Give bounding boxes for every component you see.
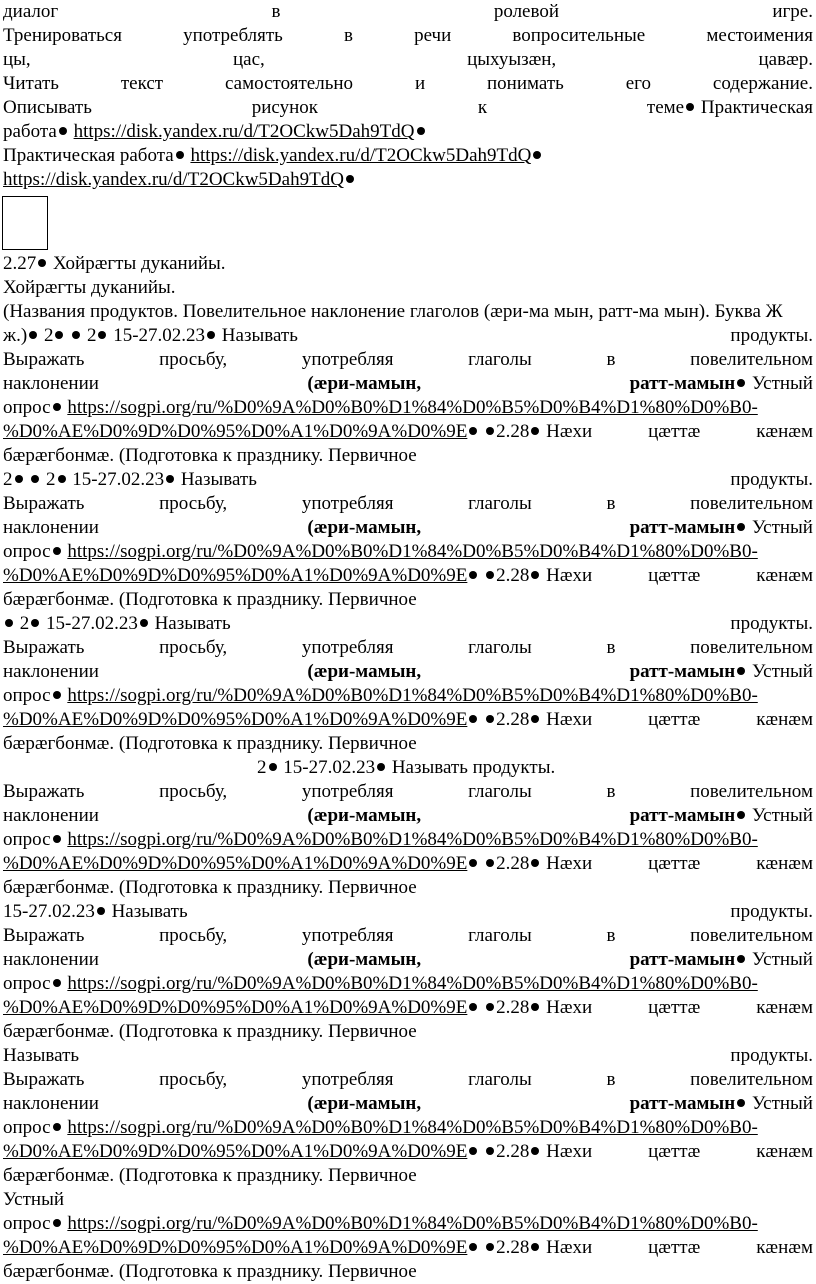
- survey-line: опрос https://sogpi.org/ru/%D0%9A%D0%B0%D1%84%D0%B5%D0%B4%D1%80%D0%B0-: [3, 973, 758, 994]
- bullet-icon: [531, 859, 539, 867]
- intro-word: цавæр.: [758, 49, 813, 70]
- intro-word: его: [625, 73, 651, 94]
- lesson-line: 2 2 15-27.02.23 Называть продукты.: [3, 469, 813, 490]
- lesson-line: [3, 1068, 813, 1092]
- bullet-icon: [686, 103, 694, 111]
- express-word: в: [606, 1069, 616, 1090]
- bullet-icon: [531, 715, 539, 723]
- bullet-icon: [737, 379, 745, 387]
- bullet-icon: [469, 859, 477, 867]
- lesson-line: Устный: [3, 1189, 65, 1210]
- lesson-line: наклонении (æри-мамын, ратт-мамын Устный: [3, 517, 813, 538]
- express-word: в: [606, 781, 616, 802]
- intro-word: вопросительные: [512, 25, 646, 46]
- express-word: употребляя: [301, 637, 394, 658]
- bullet-icon: [486, 1003, 494, 1011]
- bullet-icon: [207, 331, 215, 339]
- express-word: просьбу,: [159, 781, 228, 802]
- intro-word: к: [477, 97, 488, 118]
- bullet-icon: [377, 763, 385, 771]
- express-word: употребляя: [301, 1069, 394, 1090]
- practical-line: работа https://disk.yandex.ru/d/T2OCkw5Dah9TdQ: [3, 120, 813, 144]
- bullet-icon: [166, 475, 174, 483]
- bullet-icon: [531, 1147, 539, 1155]
- next-topic-line: %D0%AE%D0%9D%D0%95%D0%A1%D0%9A%D0%9E 2.28 Нæхи цæттæ кæнæм: [3, 853, 813, 874]
- intro-word: ролевой: [493, 1, 560, 22]
- intro-line: Описывать рисунок к теме Практическая: [3, 97, 813, 118]
- next-topic-line: %D0%AE%D0%9D%D0%95%D0%A1%D0%9A%D0%9E 2.28 Нæхи цæттæ кæнæм: [3, 565, 813, 586]
- express-word: повелительном: [690, 349, 813, 370]
- lesson-line: [3, 636, 813, 660]
- bullet-icon: [53, 1123, 61, 1131]
- next-topic-line: %D0%AE%D0%9D%D0%95%D0%A1%D0%9A%D0%9E 2.28 Нæхи цæттæ кæнæм: [3, 997, 813, 1018]
- next-topic-line: %D0%AE%D0%9D%D0%95%D0%A1%D0%9A%D0%9E 2.28 Нæхи цæттæ кæнæм: [3, 709, 813, 730]
- bullet-icon: [53, 403, 61, 411]
- express-word: повелительном: [690, 637, 813, 658]
- disk-link[interactable]: https://disk.yandex.ru/d/T2OCkw5Dah9TdQ: [3, 169, 344, 190]
- intro-word: Тренироваться: [3, 25, 122, 46]
- bullet-icon: [31, 619, 39, 627]
- topic-title: 2.27 Хойрæгты дуканийы.: [3, 253, 226, 274]
- sogpi-link[interactable]: %D0%AE%D0%9D%D0%95%D0%A1%D0%9A%D0%9E: [3, 997, 468, 1018]
- next-topic-line: %D0%AE%D0%9D%D0%95%D0%A1%D0%9A%D0%9E 2.28 Нæхи цæттæ кæнæм: [3, 421, 813, 442]
- lesson-line: ж.) 2 2 15-27.02.23 Называть продукты.: [3, 325, 813, 346]
- lesson-line: [3, 780, 813, 804]
- intro-word: цыхуызæн,: [467, 49, 557, 70]
- sogpi-link[interactable]: https://sogpi.org/ru/%D0%9A%D0%B0%D1%84%D0%B5%D0%B4%D1%80%D0%B0-: [67, 1117, 758, 1138]
- bullet-icon: [53, 547, 61, 555]
- next-topic-line: бæрæгбонмæ. (Подготовка к празднику. Первичное: [3, 1021, 417, 1042]
- survey-line: опрос https://sogpi.org/ru/%D0%9A%D0%B0%D1%84%D0%B5%D0%B4%D1%80%D0%B0-: [3, 685, 758, 706]
- sogpi-link[interactable]: %D0%AE%D0%9D%D0%95%D0%A1%D0%9A%D0%9E: [3, 1141, 468, 1162]
- next-topic-line: бæрæгбонмæ. (Подготовка к празднику. Первичное: [3, 877, 417, 898]
- bullet-icon: [98, 331, 106, 339]
- bullet-icon: [53, 691, 61, 699]
- sogpi-link[interactable]: https://sogpi.org/ru/%D0%9A%D0%B0%D1%84%D0%B5%D0%B4%D1%80%D0%B0-: [67, 541, 758, 562]
- express-word: глаголы: [468, 637, 532, 658]
- bullet-icon: [486, 715, 494, 723]
- express-word: повелительном: [690, 925, 813, 946]
- bullet-icon: [469, 427, 477, 435]
- next-topic-line: бæрæгбонмæ. (Подготовка к празднику. Первичное: [3, 589, 417, 610]
- bullet-icon: [59, 127, 67, 135]
- bullet-icon: [737, 667, 745, 675]
- express-word: Выражать: [3, 637, 85, 658]
- intro-word: понимать: [487, 73, 564, 94]
- survey-line: опрос https://sogpi.org/ru/%D0%9A%D0%B0%D1%84%D0%B5%D0%B4%D1%80%D0%B0-: [3, 1117, 758, 1138]
- sogpi-link[interactable]: https://sogpi.org/ru/%D0%9A%D0%B0%D1%84%D0%B5%D0%B4%D1%80%D0%B0-: [67, 973, 758, 994]
- intro-word: самостоятельно: [225, 73, 354, 94]
- bullet-icon: [737, 1099, 745, 1107]
- lesson-line: наклонении (æри-мамын, ратт-мамын Устный: [3, 661, 813, 682]
- express-word: просьбу,: [159, 493, 228, 514]
- intro-word: рисунок: [251, 97, 318, 118]
- express-word: повелительном: [690, 1069, 813, 1090]
- sogpi-link[interactable]: %D0%AE%D0%9D%D0%95%D0%A1%D0%9A%D0%9E: [3, 709, 468, 730]
- intro-word: в: [271, 1, 281, 22]
- survey-line: опрос https://sogpi.org/ru/%D0%9A%D0%B0%D1%84%D0%B5%D0%B4%D1%80%D0%B0-: [3, 397, 758, 418]
- express-word: в: [606, 637, 616, 658]
- express-word: употребляя: [301, 493, 394, 514]
- bullet-icon: [346, 175, 354, 183]
- express-word: глаголы: [468, 925, 532, 946]
- lesson-line: 2 15-27.02.23 Называть продукты.: [3, 612, 813, 636]
- intro-word: диалог: [3, 1, 59, 22]
- bullet-icon: [53, 1219, 61, 1227]
- bullet-icon: [737, 811, 745, 819]
- practical-line: [3, 168, 813, 192]
- disk-link[interactable]: https://disk.yandex.ru/d/T2OCkw5Dah9TdQ: [73, 121, 415, 142]
- next-topic-line: %D0%AE%D0%9D%D0%95%D0%A1%D0%9A%D0%9E 2.28 Нæхи цæттæ кæнæм: [3, 1141, 813, 1162]
- intro-word: Описывать: [3, 97, 92, 118]
- sogpi-link[interactable]: %D0%AE%D0%9D%D0%95%D0%A1%D0%9A%D0%9E: [3, 1237, 468, 1258]
- bullet-icon: [531, 571, 539, 579]
- lesson-line: Называть продукты.: [3, 1045, 813, 1066]
- intro-word: и: [414, 73, 426, 94]
- next-topic-line: %D0%AE%D0%9D%D0%95%D0%A1%D0%9A%D0%9E 2.28 Нæхи цæттæ кæнæм: [3, 1237, 813, 1258]
- bullet-icon: [140, 619, 148, 627]
- intro-word: текст: [120, 73, 164, 94]
- intro-word: игре.: [772, 1, 813, 22]
- next-topic-line: бæрæгбонмæ. (Подготовка к празднику. Первичное: [3, 445, 417, 466]
- bullet-icon: [486, 427, 494, 435]
- bullet-icon: [97, 907, 105, 915]
- bullet-icon: [55, 331, 63, 339]
- bullet-icon: [5, 619, 13, 627]
- express-word: употребляя: [301, 781, 394, 802]
- bullet-icon: [469, 1147, 477, 1155]
- disk-link[interactable]: https://disk.yandex.ru/d/T2OCkw5Dah9TdQ: [190, 145, 532, 166]
- express-word: глаголы: [468, 349, 532, 370]
- next-topic-line: бæрæгбонмæ. (Подготовка к празднику. Первичное: [3, 1165, 417, 1186]
- bullet-icon: [737, 955, 745, 963]
- sogpi-link[interactable]: https://sogpi.org/ru/%D0%9A%D0%B0%D1%84%D0%B5%D0%B4%D1%80%D0%B0-: [67, 685, 758, 706]
- express-word: повелительном: [690, 493, 813, 514]
- express-word: глаголы: [468, 781, 532, 802]
- express-word: повелительном: [690, 781, 813, 802]
- sogpi-link[interactable]: https://sogpi.org/ru/%D0%9A%D0%B0%D1%84%D0%B5%D0%B4%D1%80%D0%B0-: [67, 1213, 758, 1234]
- express-word: Выражать: [3, 1069, 85, 1090]
- bullet-icon: [15, 475, 23, 483]
- intro-word: в: [343, 25, 353, 46]
- survey-line: опрос https://sogpi.org/ru/%D0%9A%D0%B0%D1%84%D0%B5%D0%B4%D1%80%D0%B0-: [3, 829, 758, 850]
- sogpi-link[interactable]: %D0%AE%D0%9D%D0%95%D0%A1%D0%9A%D0%9E: [3, 565, 468, 586]
- bullet-icon: [469, 1243, 477, 1251]
- intro-line: [3, 72, 813, 96]
- intro-line: [3, 48, 813, 72]
- bullet-icon: [53, 979, 61, 987]
- sogpi-link[interactable]: https://sogpi.org/ru/%D0%9A%D0%B0%D1%84%D0%B5%D0%B4%D1%80%D0%B0-: [67, 829, 758, 850]
- bullet-icon: [486, 1147, 494, 1155]
- intro-word: цас,: [233, 49, 265, 70]
- bullet-icon: [176, 151, 184, 159]
- lesson-line: наклонении (æри-мамын, ратт-мамын Устный: [3, 805, 813, 826]
- topic-title: Хойрæгты дуканийы.: [3, 277, 176, 298]
- express-word: Выражать: [3, 349, 85, 370]
- sogpi-link[interactable]: %D0%AE%D0%9D%D0%95%D0%A1%D0%9A%D0%9E: [3, 421, 468, 442]
- next-topic-line: бæрæгбонмæ. (Подготовка к празднику. Первичное: [3, 733, 417, 754]
- bullet-icon: [38, 259, 46, 267]
- express-word: в: [606, 349, 616, 370]
- express-word: Выражать: [3, 493, 85, 514]
- practical-line: Практическая работа https://disk.yandex.ru/d/T2OCkw5Dah9TdQ: [3, 144, 813, 168]
- bullet-icon: [737, 523, 745, 531]
- bullet-icon: [531, 1003, 539, 1011]
- bullet-icon: [29, 331, 37, 339]
- bullet-icon: [31, 475, 39, 483]
- bullet-icon: [469, 1003, 477, 1011]
- survey-line: опрос https://sogpi.org/ru/%D0%9A%D0%B0%D1%84%D0%B5%D0%B4%D1%80%D0%B0-: [3, 541, 758, 562]
- lesson-line: [3, 348, 813, 372]
- next-topic-line: бæрæгбонмæ. (Подготовка к празднику. Первичное: [3, 1261, 417, 1282]
- express-word: просьбу,: [159, 349, 228, 370]
- express-word: просьбу,: [159, 925, 228, 946]
- express-word: глаголы: [468, 1069, 532, 1090]
- bullet-icon: [486, 1243, 494, 1251]
- image-placeholder: [2, 196, 48, 250]
- express-word: употребляя: [301, 349, 394, 370]
- express-word: просьбу,: [159, 637, 228, 658]
- bullet-icon: [531, 427, 539, 435]
- bullet-icon: [417, 127, 425, 135]
- bullet-icon: [531, 1243, 539, 1251]
- bullet-icon: [72, 331, 80, 339]
- intro-line: [3, 24, 813, 48]
- topic-desc: (Названия продуктов. Повелительное наклонение глаголов (æри-ма мын, ратт-ма мын). Буква Ж: [3, 301, 783, 322]
- bullet-icon: [486, 859, 494, 867]
- bullet-icon: [533, 151, 541, 159]
- intro-word: Читать: [3, 73, 59, 94]
- intro-word: употреблять: [183, 25, 283, 46]
- lesson-line: наклонении (æри-мамын, ратт-мамын Устный: [3, 1093, 813, 1114]
- lesson-line: 2 15-27.02.23 Называть продукты.: [257, 757, 556, 778]
- bullet-icon: [469, 571, 477, 579]
- bullet-icon: [269, 763, 277, 771]
- express-word: просьбу,: [159, 1069, 228, 1090]
- express-word: употребляя: [301, 925, 394, 946]
- lesson-line: [3, 924, 813, 948]
- express-word: Выражать: [3, 925, 85, 946]
- sogpi-link[interactable]: %D0%AE%D0%9D%D0%95%D0%A1%D0%9A%D0%9E: [3, 853, 468, 874]
- intro-word: местоимения: [706, 25, 813, 46]
- intro-word: речи: [414, 25, 452, 46]
- lesson-line: наклонении (æри-мамын, ратт-мамын Устный: [3, 949, 813, 970]
- bullet-icon: [58, 475, 66, 483]
- intro-line: [3, 0, 813, 24]
- intro-word: содержание.: [712, 73, 813, 94]
- express-word: глаголы: [468, 493, 532, 514]
- intro-word: цы,: [3, 49, 31, 70]
- survey-line: опрос https://sogpi.org/ru/%D0%9A%D0%B0%D1%84%D0%B5%D0%B4%D1%80%D0%B0-: [3, 1213, 758, 1234]
- express-word: в: [606, 925, 616, 946]
- bullet-icon: [486, 571, 494, 579]
- bullet-icon: [53, 835, 61, 843]
- lesson-line: наклонении (æри-мамын, ратт-мамын Устный: [3, 373, 813, 394]
- lesson-line: [3, 492, 813, 516]
- express-word: в: [606, 493, 616, 514]
- express-word: Выражать: [3, 781, 85, 802]
- lesson-line: 15-27.02.23 Называть продукты.: [3, 901, 813, 922]
- bullet-icon: [469, 715, 477, 723]
- sogpi-link[interactable]: https://sogpi.org/ru/%D0%9A%D0%B0%D1%84%D0%B5%D0%B4%D1%80%D0%B0-: [67, 397, 758, 418]
